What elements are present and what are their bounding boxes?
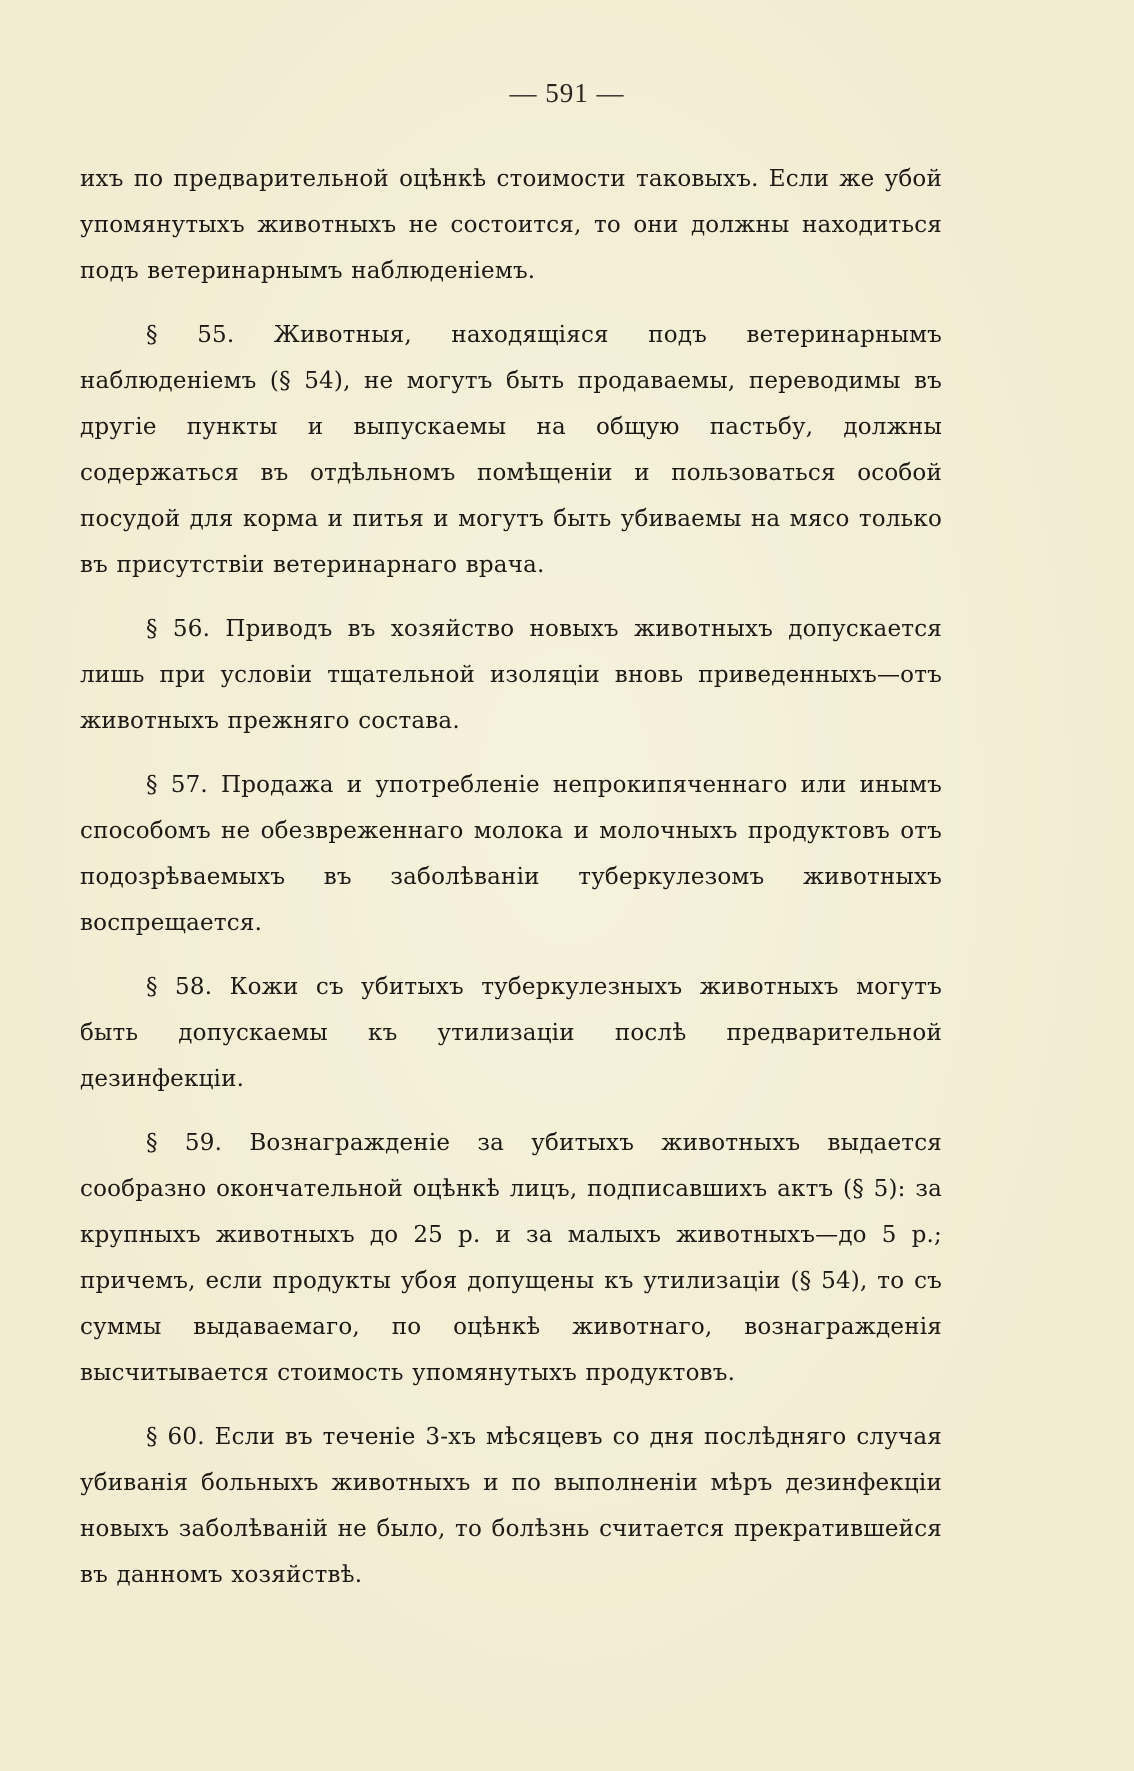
body-text (80, 156, 942, 1598)
paragraph-section-57: § 57. Продажа и употребленіе непрокипяченнаго или инымъ способомъ не обезвреженнаго молока и молочныхъ продуктовъ отъ подозрѣваемыхъ въ заболѣваніи туберкулезомъ животныхъ воспрещается. (80, 772, 942, 936)
paragraph-gap (80, 1102, 942, 1120)
paragraph-gap (80, 946, 942, 964)
paragraph-gap (80, 588, 942, 606)
paragraph-section-60: § 60. Если въ теченіе 3-хъ мѣсяцевъ со дня послѣдняго случая убиванія больныхъ животныхъ и по выполненіи мѣръ дезинфекціи новыхъ заболѣваній не было, то болѣзнь считается прекратившейся въ данномъ хозяйствѣ. (80, 1424, 942, 1588)
paragraph-continuation: ихъ по предварительной оцѣнкѣ стоимости таковыхъ. Если же убой упомянутыхъ животныхъ не состоится, то они должны находиться подъ ветеринарнымъ наблюденіемъ. (80, 166, 942, 284)
paragraph-gap (80, 294, 942, 312)
paragraph-gap (80, 1396, 942, 1414)
paragraph-section-56: § 56. Приводъ въ хозяйство новыхъ животныхъ допускается лишь при условіи тщательной изоляціи вновь приведенныхъ—отъ животныхъ прежняго состава. (80, 616, 942, 734)
paragraph-section-58: § 58. Кожи съ убитыхъ туберкулезныхъ животныхъ могутъ быть допускаемы къ утилизаціи послѣ предварительной дезинфекціи. (80, 974, 942, 1092)
paragraph-section-55: § 55. Животныя, находящіяся подъ ветеринарнымъ наблюденіемъ (§ 54), не могутъ быть продаваемы, переводимы въ другіе пункты и выпускаемы на общую пастьбу, должны содержаться въ отдѣльномъ помѣщеніи и пользоваться особой посудой для корма и питья и могутъ быть убиваемы на мясо только въ присутствіи ветеринарнаго врача. (80, 322, 942, 578)
paragraph-gap (80, 744, 942, 762)
page-number: — 591 — (509, 78, 625, 108)
paragraph-section-59: § 59. Вознагражденіе за убитыхъ животныхъ выдается сообразно окончательной оцѣнкѣ лицъ, подписавшихъ актъ (§ 5): за крупныхъ животныхъ до 25 р. и за малыхъ животныхъ—до 5 р.; причемъ, если продукты убоя допущены къ утилизаціи (§ 54), то съ суммы выдаваемаго, по оцѣнкѣ животнаго, вознагражденія высчитывается стоимость упомянутыхъ продуктовъ. (80, 1130, 942, 1386)
